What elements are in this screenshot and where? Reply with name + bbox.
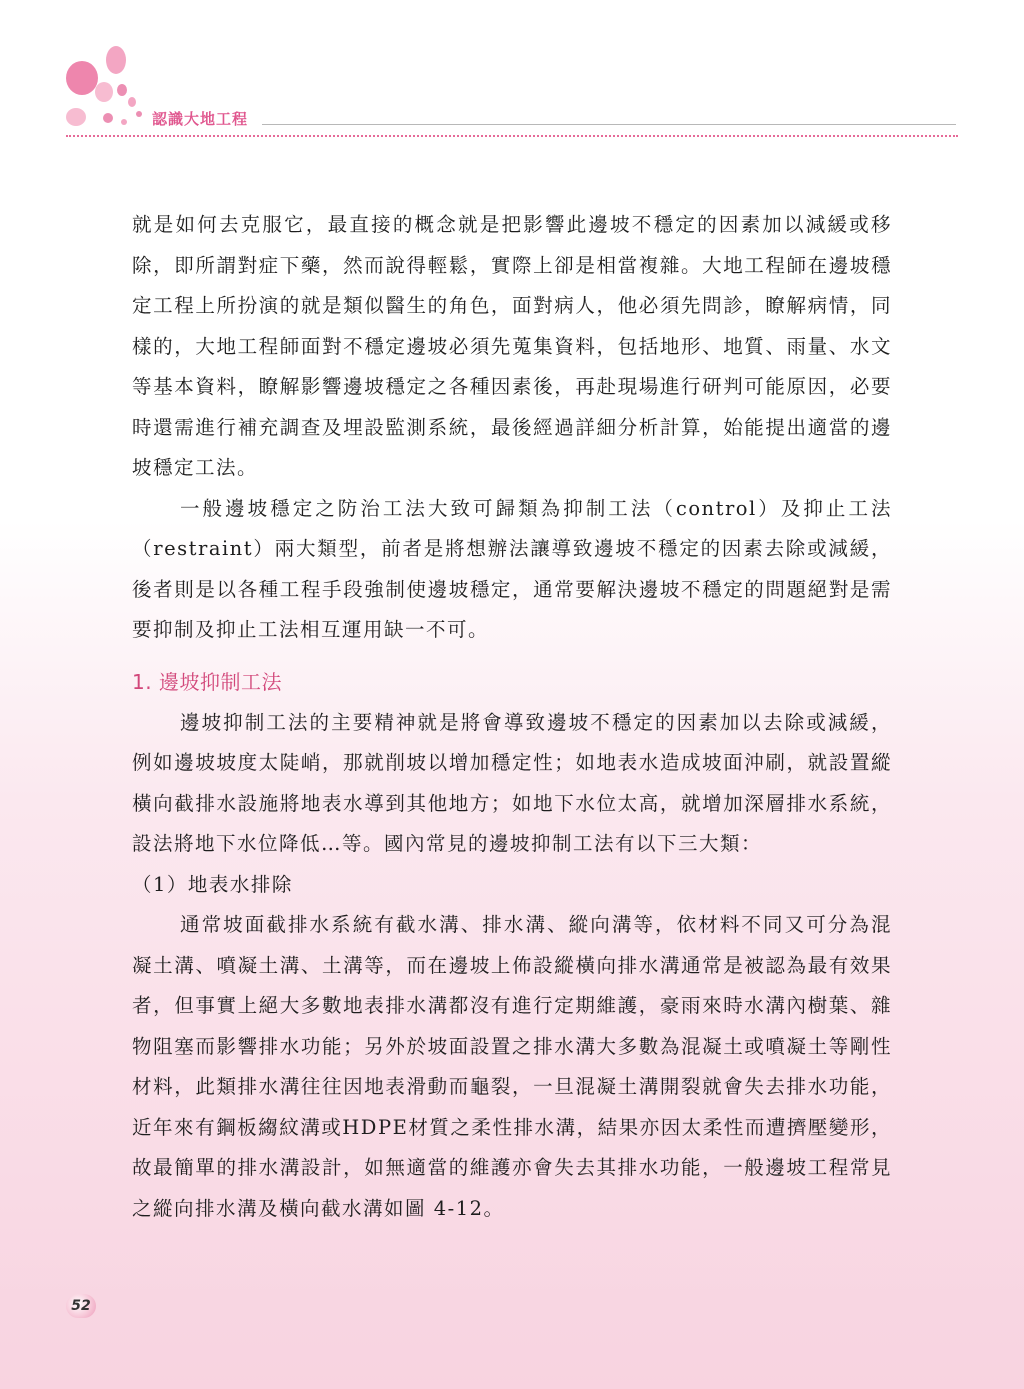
sub-paragraph: 通常坡面截排水系統有截水溝、排水溝、縱向溝等，依材料不同又可分為混凝土溝、噴凝土溝、土溝等，而在邊坡上佈設縱橫向排水溝通常是被認為最有效果者，但事實上絕大多數地表排水溝都沒有進行定期維護，豪雨來時水溝內樹葉、雜物阻塞而影響排水功能；另外於坡面設置之排水溝大多數為混凝土或噴凝土等剛性材料，此類排水溝往往因地表滑動而龜裂，一旦混凝土溝開裂就會失去排水功能，近年來有鋼板縐紋溝或HDPE材質之柔性排水溝，結果亦因太柔性而遭擠壓變形，故最簡單的排水溝設計，如無適當的維護亦會失去其排水功能，一般邊坡工程常見之縱向排水溝及橫向截水溝如圖 4-12。 [132, 913, 892, 1220]
header-rule [262, 124, 956, 125]
paragraph-2: 一般邊坡穩定之防治工法大致可歸類為抑制工法（control）及抑止工法（restraint）兩大類型，前者是將想辦法讓導致邊坡不穩定的因素去除或減緩，後者則是以各種工程手段強制使邊坡穩定，通常要解決邊坡不穩定的問題絕對是需要抑制及抑止工法相互運用缺一不可。 [132, 496, 892, 641]
header-dotted-divider [66, 135, 958, 137]
header-title: 認識大地工程 [152, 110, 249, 128]
section-paragraph: 邊坡抑制工法的主要精神就是將會導致邊坡不穩定的因素加以去除或減緩，例如邊坡坡度太陡峭，那就削坡以增加穩定性；如地表水造成坡面沖刷，就設置縱橫向截排水設施將地表水導到其他地方；如地下水位太高，就增加深層排水系統，設法將地下水位降低…等。國內常見的邊坡抑制工法有以下三大類： [132, 710, 892, 855]
paragraph-1: 就是如何去克服它，最直接的概念就是把影響此邊坡不穩定的因素加以減緩或移除，即所謂對症下藥，然而說得輕鬆，實際上卻是相當複雜。大地工程師在邊坡穩定工程上所扮演的就是類似醫生的角色，面對病人，他必須先問診，瞭解病情，同樣的，大地工程師面對不穩定邊坡必須先蒐集資料，包括地形、地質、雨量、水文等基本資料，瞭解影響邊坡穩定之各種因素後，再赴現場進行研判可能原因，必要時還需進行補充調查及埋設監測系統，最後經過詳細分析計算，始能提出適當的邊坡穩定工法。 [132, 213, 892, 479]
subheading: （1）地表水排除 [132, 872, 293, 896]
page-number: 52 [66, 1294, 96, 1318]
page-header [0, 0, 1024, 150]
page-content [132, 205, 892, 1229]
pink-dots-icon [60, 42, 150, 134]
section-title: 1. 邊坡抑制工法 [132, 669, 282, 694]
